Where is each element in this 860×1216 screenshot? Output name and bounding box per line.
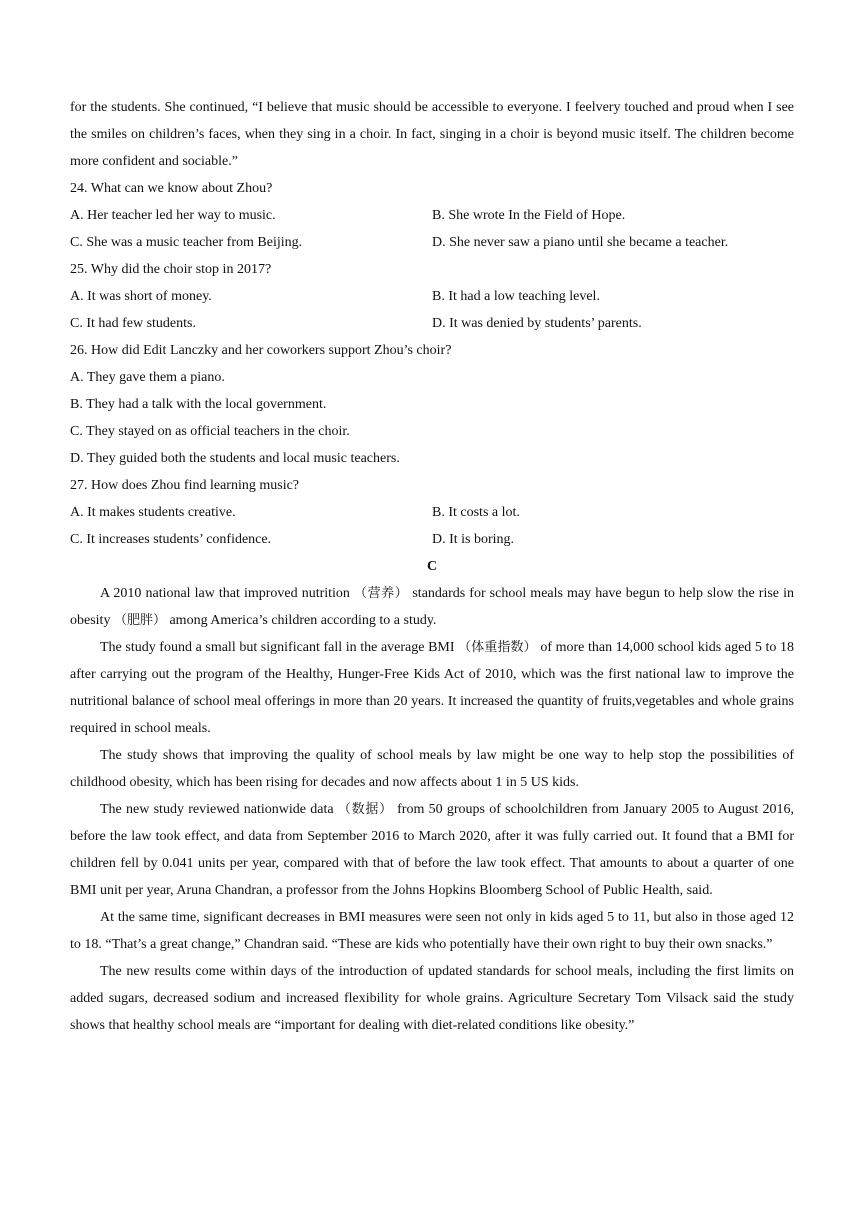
option-c: C. They stayed on as official teachers in the choir. — [70, 424, 350, 439]
option-d: D. It is boring. — [432, 532, 515, 547]
page-content — [70, 94, 794, 1039]
option-a: A. They gave them a piano. — [70, 370, 225, 385]
question-stem: 26. How did Edit Lanczky and her coworkers support Zhou’s choir? — [70, 343, 452, 358]
passage-paragraph-2: The study found a small but significant fall in the average BMI （体重指数） of more than 14,000 school kids aged 5 to 18 after carrying out the program of the Healthy, Hunger-Free Kids Act of 2010, which was the first national law to improve the nutritional balance of school meal offerings in more than 20 years. It increased the quantity of fruits,vegetables and whole grains required in school meals. — [70, 640, 794, 736]
question-stem: 25. Why did the choir stop in 2017? — [70, 262, 272, 277]
option-a: A. Her teacher led her way to music. — [70, 208, 276, 223]
question-27 — [70, 472, 794, 553]
passage-paragraph-6: The new results come within days of the introduction of updated standards for school meals, including the first limits on added sugars, decreased sodium and increased flexibility for whole grains. Agriculture Secretary Tom Vilsack said the study shows that healthy school meals are “important for dealing with diet-related conditions like obesity.” — [70, 964, 794, 1033]
passage-paragraph-1: A 2010 national law that improved nutrition （营养） standards for school meals may have begun to help slow the rise in obesity （肥胖） among America’s children according to a study. — [70, 586, 794, 628]
option-c: C. She was a music teacher from Beijing. — [70, 235, 303, 250]
option-a: A. It was short of money. — [70, 289, 212, 304]
question-26 — [70, 337, 794, 472]
option-c: C. It had few students. — [70, 316, 196, 331]
option-b: B. They had a talk with the local government. — [70, 397, 327, 412]
question-stem: 24. What can we know about Zhou? — [70, 181, 273, 196]
passage-paragraph-3: The study shows that improving the quality of school meals by law might be one way to help stop the possibilities of childhood obesity, which has been rising for decades and now affects about 1 in 5 US kids. — [70, 748, 794, 790]
option-b: B. She wrote In the Field of Hope. — [432, 208, 626, 223]
section-heading: C — [426, 559, 438, 574]
option-d: D. It was denied by students’ parents. — [432, 316, 642, 331]
question-24 — [70, 175, 794, 256]
option-b: B. It had a low teaching level. — [432, 289, 600, 304]
option-c: C. It increases students’ confidence. — [70, 532, 272, 547]
passage-paragraph-4: The new study reviewed nationwide data （数据） from 50 groups of schoolchildren from January 2005 to August 2016, before the law took effect, and data from September 2016 to March 2020, after it was fully carried out. It found that a BMI for children fell by 0.041 units per year, compared with that of before the law took effect. That amounts to about a quarter of one BMI unit per year, Aruna Chandran, a professor from the Johns Hopkins Bloomberg School of Public Health, said. — [70, 802, 794, 898]
option-d: D. They guided both the students and local music teachers. — [70, 451, 400, 466]
option-b: B. It costs a lot. — [432, 505, 520, 520]
option-a: A. It makes students creative. — [70, 505, 236, 520]
intro-paragraph: for the students. She continued, “I believe that music should be accessible to everyone. I feelvery touched and proud when I see the smiles on children’s faces, when they sing in a choir. In fact, singing in a choir is beyond music itself. The children become more confident and sociable.” — [70, 100, 794, 169]
passage-paragraph-5: At the same time, significant decreases in BMI measures were seen not only in kids aged 5 to 11, but also in those aged 12 to 18. “That’s a great change,” Chandran said. “These are kids who potentially have their own right to buy their own snacks.” — [70, 910, 794, 952]
question-25 — [70, 256, 794, 337]
question-stem: 27. How does Zhou find learning music? — [70, 478, 300, 493]
option-d: D. She never saw a piano until she became a teacher. — [432, 235, 729, 250]
